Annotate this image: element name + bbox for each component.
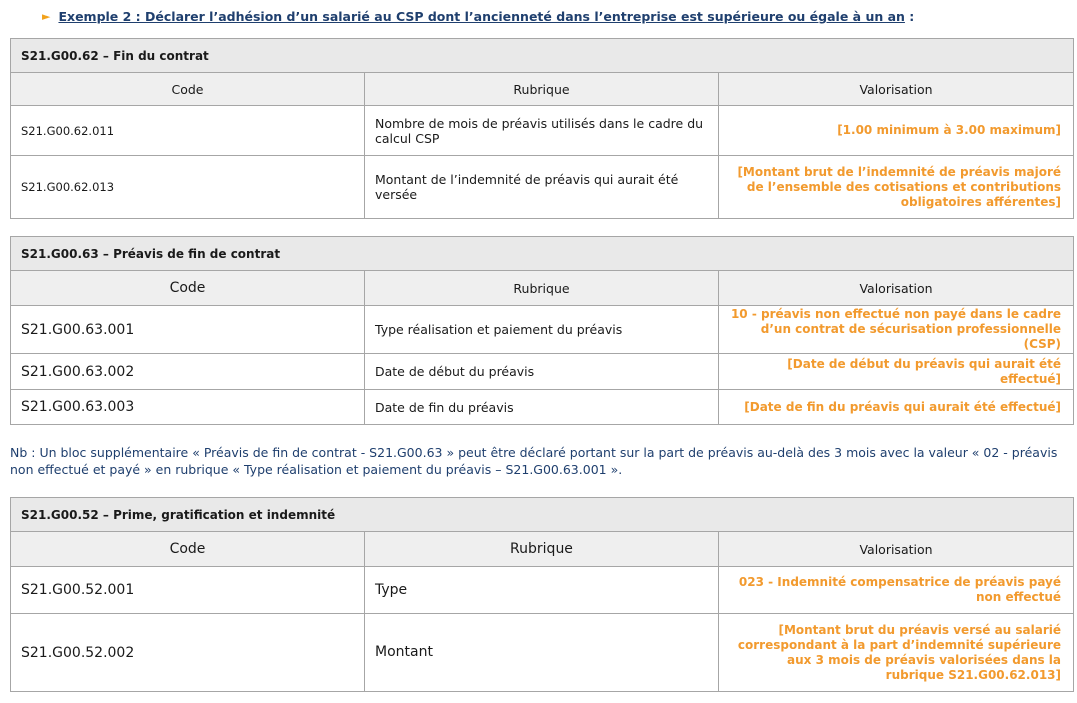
cell-code: S21.G00.52.002 bbox=[11, 614, 365, 692]
header-valorisation: Valorisation bbox=[719, 532, 1074, 567]
cell-code: S21.G00.63.003 bbox=[11, 390, 365, 425]
cell-code: S21.G00.63.001 bbox=[11, 306, 365, 354]
note-paragraph: Nb : Un bloc supplémentaire « Préavis de fin de contrat - S21.G00.63 » peut être déclaré portant sur la part de préavis au-delà des 3 mois avec la valeur « 02 - préavis non effectué et payé » en rubrique « Type réalisation et paiement du préavis – S21.G00.63.001 ». bbox=[10, 445, 1058, 477]
table-row bbox=[11, 614, 1074, 692]
heading-title: Exemple 2 : Déclarer l’adhésion d’un salarié au CSP dont l’ancienneté dans l’entreprise est supérieure ou égale à un an bbox=[58, 9, 905, 24]
table-title: S21.G00.63 – Préavis de fin de contrat bbox=[11, 237, 1074, 271]
header-rubrique: Rubrique bbox=[365, 271, 719, 306]
section-heading bbox=[42, 9, 914, 24]
cell-rubrique: Montant bbox=[365, 614, 719, 692]
cell-rubrique: Nombre de mois de préavis utilisés dans le cadre du calcul CSP bbox=[365, 106, 719, 156]
cell-valorisation: [Montant brut de l’indemnité de préavis majoré de l’ensemble des cotisations et contributions obligatoires afférentes] bbox=[719, 156, 1074, 219]
header-code: Code bbox=[11, 271, 365, 306]
table-row bbox=[11, 354, 1074, 390]
table-row bbox=[11, 106, 1074, 156]
table-preavis-fin-de-contrat bbox=[10, 236, 1074, 425]
table-prime-gratification-indemnite bbox=[10, 497, 1074, 692]
header-rubrique: Rubrique bbox=[365, 73, 719, 106]
header-rubrique: Rubrique bbox=[365, 532, 719, 567]
table-row bbox=[11, 306, 1074, 354]
header-code: Code bbox=[11, 532, 365, 567]
header-code: Code bbox=[11, 73, 365, 106]
table-title: S21.G00.62 – Fin du contrat bbox=[11, 39, 1074, 73]
header-valorisation: Valorisation bbox=[719, 73, 1074, 106]
table-row bbox=[11, 390, 1074, 425]
cell-rubrique: Type bbox=[365, 567, 719, 614]
cell-code: S21.G00.63.002 bbox=[11, 354, 365, 390]
cell-valorisation: 023 - Indemnité compensatrice de préavis payé non effectué bbox=[719, 567, 1074, 614]
cell-code: S21.G00.62.013 bbox=[11, 156, 365, 219]
table-title: S21.G00.52 – Prime, gratification et indemnité bbox=[11, 498, 1074, 532]
cell-code: S21.G00.62.011 bbox=[11, 106, 365, 156]
cell-code: S21.G00.52.001 bbox=[11, 567, 365, 614]
cell-rubrique: Date de début du préavis bbox=[365, 354, 719, 390]
cell-valorisation: 10 - préavis non effectué non payé dans le cadre d’un contrat de sécurisation professionnelle (CSP) bbox=[719, 306, 1074, 354]
cell-valorisation: [Date de fin du préavis qui aurait été effectué] bbox=[719, 390, 1074, 425]
cell-rubrique: Type réalisation et paiement du préavis bbox=[365, 306, 719, 354]
header-valorisation: Valorisation bbox=[719, 271, 1074, 306]
cell-valorisation: [Date de début du préavis qui aurait été effectué] bbox=[719, 354, 1074, 390]
cell-valorisation: [Montant brut du préavis versé au salarié correspondant à la part d’indemnité supérieure aux 3 mois de préavis valorisées dans la rubrique S21.G00.62.013] bbox=[719, 614, 1074, 692]
cell-rubrique: Montant de l’indemnité de préavis qui aurait été versée bbox=[365, 156, 719, 219]
heading-suffix: : bbox=[904, 9, 915, 24]
cell-valorisation: [1.00 minimum à 3.00 maximum] bbox=[719, 106, 1074, 156]
table-fin-du-contrat bbox=[10, 38, 1074, 219]
bullet-arrow-icon: ► bbox=[42, 10, 51, 23]
table-row bbox=[11, 567, 1074, 614]
table-row bbox=[11, 156, 1074, 219]
cell-rubrique: Date de fin du préavis bbox=[365, 390, 719, 425]
